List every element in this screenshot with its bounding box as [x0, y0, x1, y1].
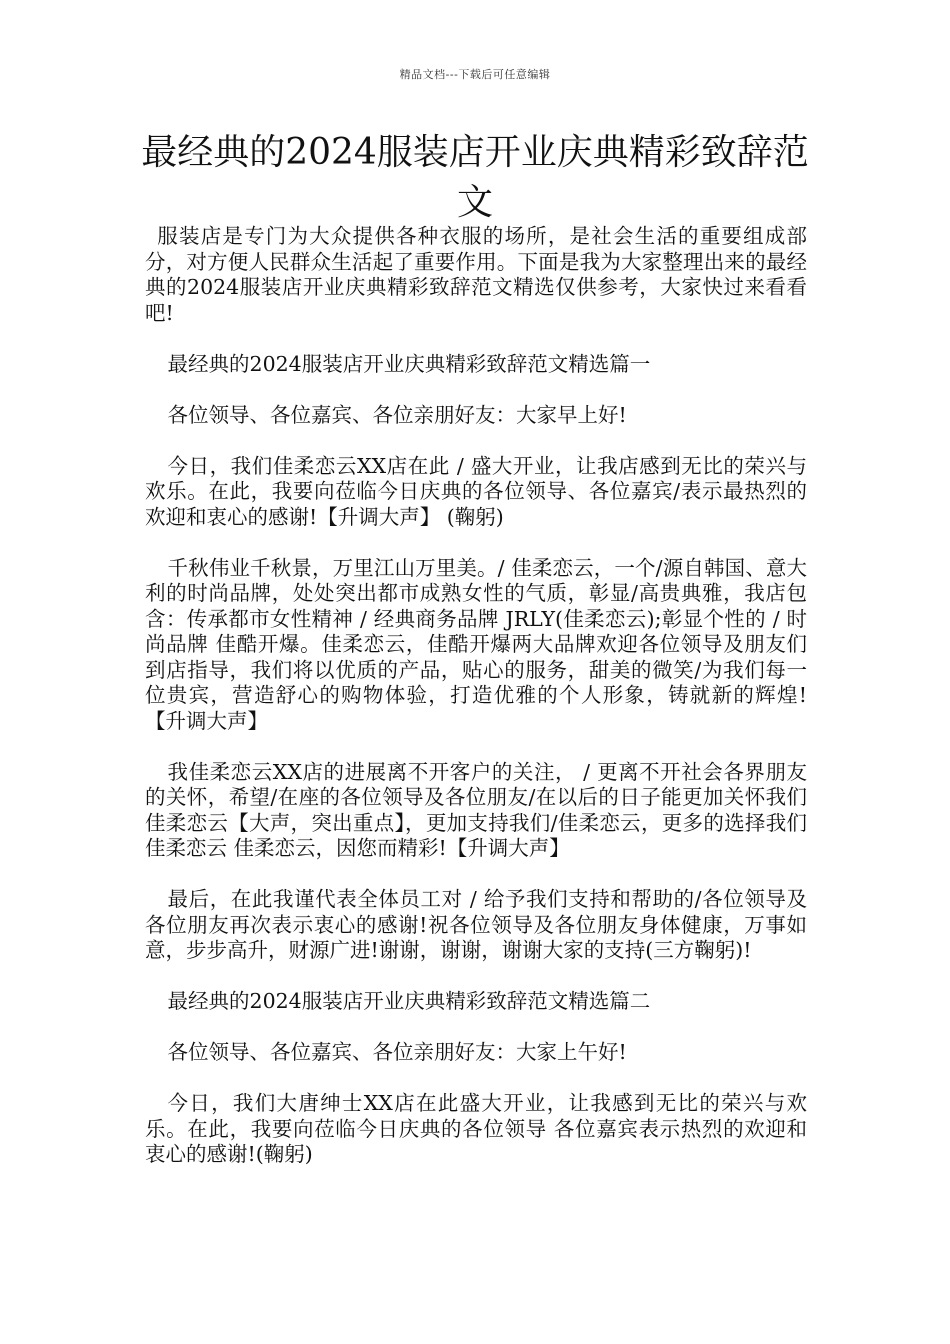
section-heading-2: 最经典的2024服装店开业庆典精彩致辞范文精选篇二: [167, 989, 651, 1013]
document-title: 最经典的2024服装店开业庆典精彩致辞范文: [141, 132, 809, 223]
greeting-paragraph-1: 各位领导、各位嘉宾、各位亲朋好友：大家早上好!: [167, 402, 627, 427]
body-paragraph: 今日，我们佳柔恋云XX店在此 / 盛大开业，让我店感到无比的荣兴与欢乐。在此，我要向莅临今日庆典的各位领导、各位嘉宾/表示最热烈的欢迎和衷心的感谢!【升调大声】 (鞠躬): [145, 453, 807, 529]
body-paragraph: 我佳柔恋云XX店的进展离不开客户的关注， / 更离不开社会各界朋友的关怀，希望/在座的各位领导及各位朋友/在以后的日子能更加关怀我们佳柔恋云【大声，突出重点】，更加支持我们/佳柔恋云，更多的选择我们佳柔恋云 佳柔恋云，因您而精彩!【升调大声】: [145, 759, 807, 860]
intro-paragraph: 服装店是专门为大众提供各种衣服的场所，是社会生活的重要组成部分，对方便人民群众生活起了重要作用。下面是我为大家整理出来的最经典的2024服装店开业庆典精彩致辞范文精选仅供参考，大家快过来看看吧!: [145, 224, 807, 325]
greeting-paragraph-2: 各位领导、各位嘉宾、各位亲朋好友：大家上午好!: [167, 1040, 627, 1064]
section-heading-1: 最经典的2024服装店开业庆典精彩致辞范文精选篇一: [167, 351, 651, 376]
body-paragraph: 千秋伟业千秋景，万里江山万里美。/ 佳柔恋云，一个/源自韩国、意大利的时尚品牌，处处突出都市成熟女性的气质，彰显/高贵典雅，我店包含：传承都市女性精神 / 经典商务品牌 JRLY(佳柔恋云);彰显个性的 / 时尚品牌 佳酷开爆。佳柔恋云，佳酷开爆两大品牌欢迎各位领导及朋友们到店指导，我们将以优质的产品，贴心的服务，甜美的微笑/为我们每一位贵宾，营造舒心的购物体验，打造优雅的个人形象，铸就新的辉煌!【升调大声】: [145, 555, 807, 733]
body-paragraph: 今日，我们大唐绅士XX店在此盛大开业，让我感到无比的荣兴与欢乐。在此，我要向莅临今日庆典的各位领导 各位嘉宾表示热烈的欢迎和衷心的感谢!(鞠躬): [145, 1091, 807, 1166]
body-paragraph: 最后，在此我谨代表全体员工对 / 给予我们支持和帮助的/各位领导及各位朋友再次表示衷心的感谢!祝各位领导及各位朋友身体健康，万事如意，步步高升，财源广进!谢谢，谢谢，谢谢大家的支持(三方鞠躬)!: [145, 887, 807, 962]
document-body: [145, 224, 807, 1193]
page-header-note: 精品文档---下载后可任意编辑: [399, 68, 551, 81]
